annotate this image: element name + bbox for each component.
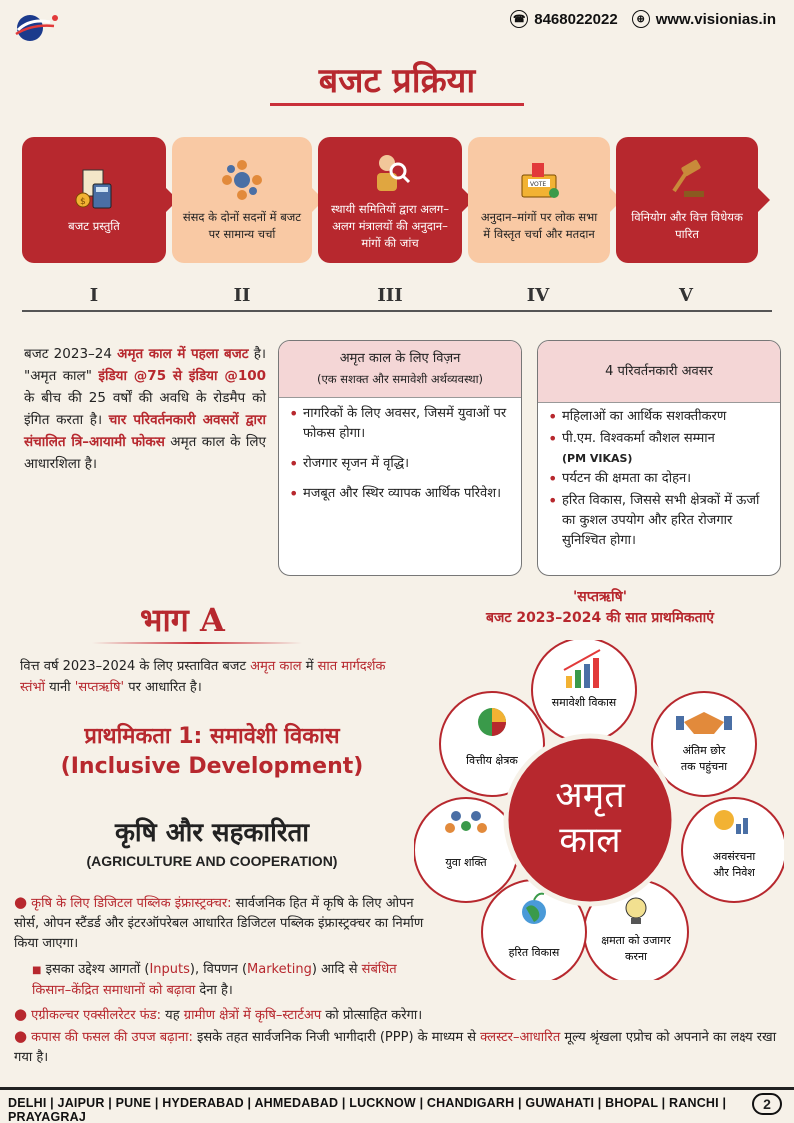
fy-text: वित्त वर्ष 2023–2024 के लिए प्रस्तावित बजट (20, 659, 251, 674)
list-item: • महिलाओं का आर्थिक सशक्तीकरण (548, 407, 770, 427)
step-general-discussion (172, 137, 312, 263)
priority-title: प्राथमिकता 1: समावेशी विकास (84, 724, 340, 749)
petal-label: तक पहुंचना (680, 760, 728, 773)
bullet-text: मूल्य श्रृंखला एप्रोच को अपनाने का लक्ष्य रखा गया है। (14, 1030, 777, 1065)
bullet-cotton-yield (14, 1026, 784, 1068)
fy-text: पर आधारित है। (124, 680, 202, 695)
phone-contact[interactable] (510, 10, 617, 28)
list-item: • पर्यटन की क्षमता का दोहन। (548, 469, 770, 489)
petal-youth-power (414, 798, 518, 902)
petal-label: समावेशी विकास (551, 696, 617, 709)
numeral-divider (22, 310, 772, 312)
calculator-money-icon (71, 166, 117, 212)
intro-highlight: अमृत काल में पहला बजट (117, 346, 249, 362)
list-item: • रोजगार सृजन में वृद्धि। (289, 454, 511, 474)
section-heading: भाग A (140, 601, 225, 639)
intro-text: बजट 2023–24 (24, 346, 118, 362)
phone-number: 8468022022 (534, 10, 618, 28)
website-link[interactable] (632, 10, 776, 28)
fy-text: यानी (44, 680, 75, 695)
vision-box-header (279, 341, 521, 398)
step-label: अनुदान–मांगों पर लोक सभा में विस्तृत चर्चा और मतदान (480, 210, 598, 241)
petal-label: अंतिम छोर (682, 744, 726, 757)
saptarishi-heading (440, 587, 760, 629)
sub-bullet-highlight: Inputs (149, 962, 190, 977)
sub-bullet (32, 960, 424, 1001)
fy-highlight: अमृत काल (250, 659, 302, 674)
list-item (548, 429, 770, 469)
bullet-text: यह (161, 1008, 184, 1023)
step-numeral: V (679, 285, 693, 306)
petal-label: अवसंरचना (712, 850, 756, 863)
intro-highlight: चार परिवर्तनकारी अवसरों द्वारा संचालित त्रि–आयामी फोकस (24, 412, 266, 450)
bullet-heading: कृषि के लिए डिजिटल पब्लिक इंफ्रास्ट्रक्चर: (31, 896, 232, 911)
page-number: 2 (752, 1093, 782, 1115)
website-url: www.visionias.in (655, 10, 776, 28)
list-item: • नागरिकों के लिए अवसर, जिसमें युवाओं पर फोकस होगा। (289, 404, 511, 444)
list-item: • मजबूत और स्थिर व्यापक आर्थिक परिवेश। (289, 484, 511, 504)
bullet-dot: ● (14, 1005, 28, 1023)
list-item: • हरित विकास, जिससे सभी क्षेत्रकों में ऊर्जा का कुशल उपयोग और हरित रोजगार सुनिश्चित होगा। (548, 491, 770, 551)
step-label: स्थायी समितियों द्वारा अलग–अलग मंत्रालयों की अनुदान–मांगों की जांच (330, 201, 450, 250)
svg-text:VOTE: VOTE (530, 181, 547, 188)
step-numeral: I (89, 285, 99, 306)
gavel-icon (664, 157, 710, 203)
ballot-box-icon (516, 157, 562, 203)
bullet-heading: एग्रीकल्चर एक्सीलरेटर फंड: (31, 1008, 162, 1023)
opportunities-box-header (538, 341, 780, 403)
step-numeral: II (233, 285, 251, 306)
step-appropriation-passed (616, 137, 758, 263)
list-item-text: पी.एम. विश्वकर्मा कौशल सम्मान (562, 431, 715, 446)
step-label: विनियोग और वित्त विधेयक पारित (631, 210, 743, 241)
fy-highlight: सात मार्गदर्शक स्तंभों (20, 659, 386, 695)
step-label: संसद के दोनों सदनों में बजट पर सामान्य चर्चा (182, 210, 302, 241)
petal-infrastructure (682, 798, 784, 902)
intro-text: है। "अमृत काल" (24, 346, 266, 384)
bullet-dot: ● (14, 1027, 28, 1045)
sub-bullet-highlight: संबंधित किसान–केंद्रित समाधानों को बढ़ावा (32, 962, 397, 998)
petal-inclusive-growth (532, 640, 636, 742)
sub-bullet-highlight: Marketing (247, 962, 312, 977)
contact-bar (510, 10, 776, 28)
sub-bullet-text: ), विपणन ( (189, 962, 248, 977)
sub-bullet-marker: ■ (32, 965, 42, 976)
center-label: अमृत (555, 775, 625, 816)
bullet-text: इसके तहत सार्वजनिक निजी भागीदारी (PPP) के माध्यम से (192, 1030, 481, 1045)
center-label: काल (559, 820, 621, 861)
bullet-text: को प्रोत्साहित करेगा। (321, 1008, 423, 1023)
intro-highlight: इंडिया @75 से इंडिया @100 (98, 368, 266, 384)
vision-list (279, 398, 521, 518)
agriculture-heading: कृषि और सहकारिता (114, 818, 310, 848)
fy-paragraph (20, 656, 392, 698)
bullet-dot: ● (14, 893, 28, 911)
bullet-accelerator-fund (14, 1004, 784, 1026)
vision-box-subtitle: (एक सशक्त और समावेशी अर्थव्यवस्था) (316, 372, 484, 386)
step-budget-presentation (22, 137, 166, 263)
step-numeral: IV (526, 285, 550, 306)
fy-text: में (301, 659, 318, 674)
step-label: बजट प्रस्तुति (68, 218, 120, 233)
opportunities-box (537, 340, 781, 576)
sub-bullet-text: देना है। (195, 983, 233, 998)
opportunities-list (538, 403, 780, 555)
petal-label: क्षमता को उजागर (601, 934, 671, 947)
step-arrow (758, 188, 770, 212)
priority-heading (20, 722, 404, 782)
petal-label: हरित विकास (508, 946, 560, 959)
footer-divider (0, 1087, 794, 1090)
step-lok-sabha-vote (468, 137, 610, 263)
amrit-kaal-center (506, 736, 674, 904)
section-underline (92, 642, 302, 644)
saptarishi-title: 'सप्तऋषि' (573, 589, 627, 605)
petal-last-mile (652, 692, 756, 796)
bullet-text: सार्वजनिक हित में कृषि के लिए ओपन सोर्स, ओपन स्टैंडर्ड और इंटरऑपरेबल आधारित डिजिटल पब्लिक इंफ्रास्ट्रक्चर का निर्माण किया जाएगा। (14, 896, 424, 951)
intro-text: के बीच की 25 वर्षों की अवधि के रोडमैप को इंगित करता है। (24, 390, 266, 428)
petal-label: करना (625, 950, 647, 963)
intro-text: अमृत काल के लिए आधारशिला है। (24, 434, 266, 472)
bullet-highlight: क्लस्टर–आधारित (480, 1030, 561, 1045)
intro-paragraph (24, 343, 266, 475)
petal-label: युवा शक्ति (445, 856, 487, 869)
opportunities-box-title: 4 परिवर्तनकारी अवसर (605, 363, 713, 379)
footer-cities: DELHI | JAIPUR | PUNE | HYDERABAD | AHMEDABAD | LUCKNOW | CHANDIGARH | GUWAHATI | BHOPAL | RANCHI | PRAYAGRAJ (8, 1096, 727, 1123)
vision-box-title: अमृत काल के लिए विज़न (339, 351, 461, 366)
priority-subtitle: (Inclusive Development) (60, 754, 364, 779)
meeting-group-icon (219, 157, 265, 203)
saptarishi-subtitle: बजट 2023–2024 की सात प्राथमिकताएं (486, 610, 714, 626)
svg-text:$: $ (80, 196, 86, 207)
agriculture-heading-en: (AGRICULTURE AND COOPERATION) (86, 853, 338, 869)
sub-bullet-text: ) आदि से (311, 962, 362, 977)
fy-highlight: 'सप्तऋषि' (74, 680, 125, 695)
step-numeral: III (377, 285, 403, 306)
phone-icon: ☎ (510, 10, 528, 28)
bullet-highlight: ग्रामीण क्षेत्रों में कृषि–स्टार्टअप (183, 1008, 322, 1023)
list-item-subtext: (PM VIKAS) (562, 452, 633, 465)
petal-label: और निवेश (713, 866, 755, 879)
bullet-heading: कपास की फसल की उपज बढ़ाना: (31, 1030, 193, 1045)
saptarishi-wheel (414, 640, 784, 980)
vision-box (278, 340, 522, 576)
sub-bullet-text: इसका उद्देश्य आगतों ( (45, 962, 150, 977)
step-committee-review (318, 137, 462, 263)
globe-icon: ⊕ (632, 10, 650, 28)
vision-logo-icon (10, 10, 60, 44)
inspector-icon (367, 149, 413, 195)
petal-label: वित्तीय क्षेत्रक (466, 754, 518, 767)
finance-pie-icon (478, 708, 506, 736)
bullet-digital-infra (14, 892, 434, 954)
title-underline (270, 103, 524, 106)
page-title: बजट प्रक्रिया (318, 61, 476, 101)
